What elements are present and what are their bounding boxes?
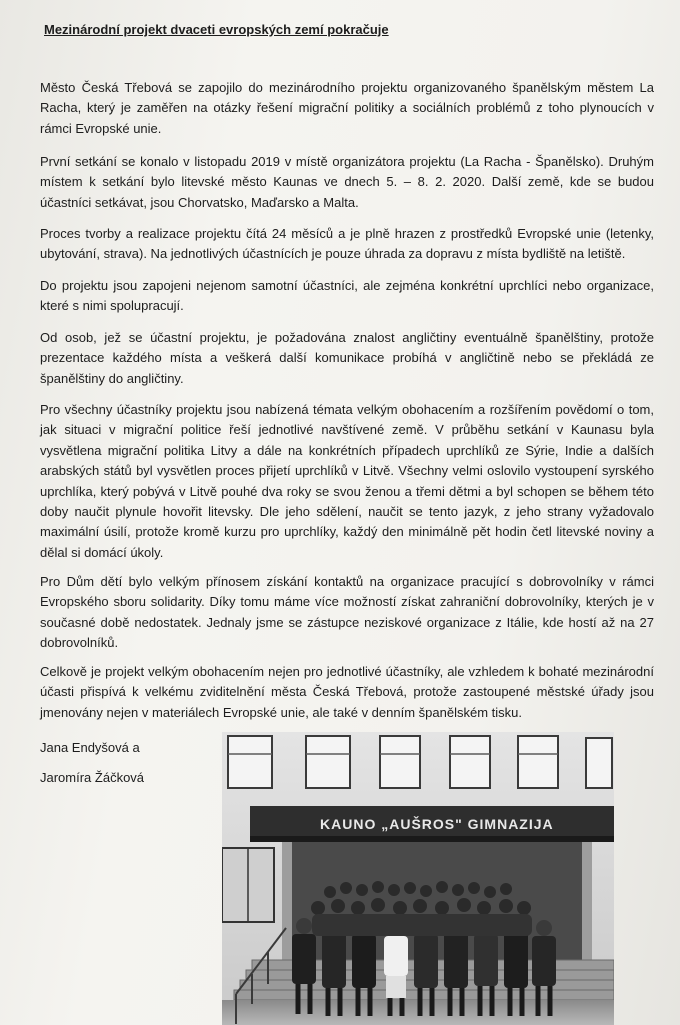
paragraph-2: První setkání se konalo v listopadu 2019 v místě organizátora projektu (La Racha - Španělsko). Druhým místem k setkání bylo litevské město Kaunas ve dnech 5. – 8. 2. 2020. Další země, kde se budou účastníci setkávat, jsou Chorvatsko, Maďarsko a Malta. bbox=[40, 154, 654, 210]
paragraph-4: Do projektu jsou zapojeni nejenom samotní účastníci, ale zejména konkrétní uprchlíci nebo organizace, které s nimi spolupracují. bbox=[40, 278, 654, 314]
signature-line-2: Jaromíra Žáčková bbox=[40, 770, 145, 785]
paragraph-6: Pro všechny účastníky projektu jsou nabízená témata velkým obohacením a rozšířením povědomí o tom, jak situaci v migrační politice řeší jednotlivé navštívené země. V průběhu setkání v Kaunasu byla vysvětlena migrační politika Litvy a dále na konkrétních případech uprchlíků ze Sýrie, Indie a dalších arabských států byl vysvětlen proces přijetí uprchlíků v Litvě. Všechny velmi oslovilo vystoupení syrského uprchlíka, který pobývá v Litvě pouhé dva roky se svou ženou a třemi dětmi a byl schopen se během této doby naučit plynule hovořit litevsky. Dle jeho sdělení, naučit se tento jazyk, z jeho strany vyžadovalo maximální úsilí, protože kromě kurzu pro uprchlíky, každý den minimálně pět hodin četl litevské noviny a dělal si domácí úkoly. bbox=[40, 402, 654, 560]
paragraph-5: Od osob, jež se účastní projektu, je požadována znalost angličtiny eventuálně španělštiny, protože prezentace každého místa a veškerá další komunikace probíhá v angličtině nebo se překládá ze španělštiny do angličtiny. bbox=[40, 330, 654, 386]
group-photo-illustration bbox=[222, 732, 614, 1025]
paragraph-1: Město Česká Třebová se zapojilo do mezinárodního projektu organizovaného španělským městem La Racha, který je zaměřen na otázky řešení migrační politiky a sociálních problémů z toho plynoucích v rámci Evropské unie. bbox=[40, 80, 654, 136]
building-sign-text: KAUNO „AUŠROS" GIMNAZIJA bbox=[320, 816, 554, 832]
signature-line-1: Jana Endyšová a bbox=[40, 740, 140, 755]
paragraph-8: Celkově je projekt velkým obohacením nejen pro jednotlivé účastníky, ale vzhledem k bohaté mezinárodní účasti přispívá k velkému zviditelnění města Česká Třebová, protože zastoupené městské úřady jsou jmenovány nejen v materiálech Evropské unie, ale také v denním španělském tisku. bbox=[40, 664, 654, 720]
group-photo bbox=[222, 732, 614, 1025]
article-title: Mezinárodní projekt dvaceti evropských zemí pokračuje bbox=[44, 22, 389, 37]
paragraph-7: Pro Dům dětí bylo velkým přínosem získání kontaktů na organizace pracující s dobrovolníky v rámci Evropského sboru solidarity. Díky tomu máme více možností získat zahraniční dobrovolníky, kterých je v současné době nedostatek. Jednaly jsme se zástupce neziskové organizace z Itálie, kde hostí až na 27 dobrovolníků. bbox=[40, 574, 654, 651]
paragraph-3: Proces tvorby a realizace projektu čítá 24 měsíců a je plně hrazen z prostředků Evropské unie (letenky, ubytování, strava). Na jednotlivých účastnících je pouze úhrada za dopravu z místa bydliště na letiště. bbox=[40, 226, 654, 262]
